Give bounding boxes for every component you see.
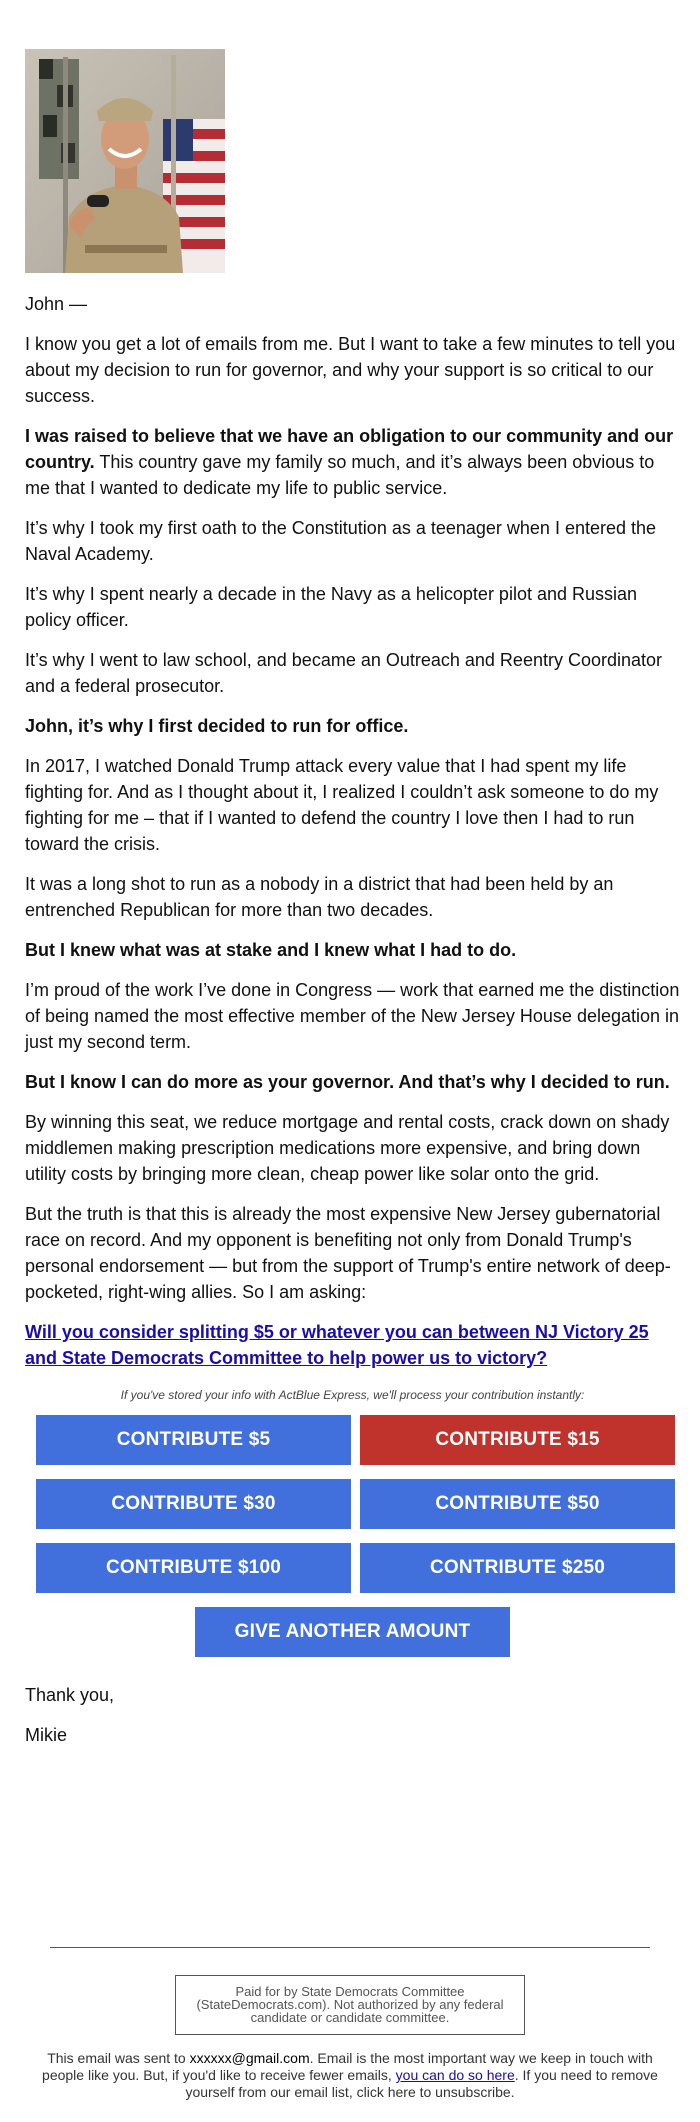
other-amount-row [25,1607,680,1657]
give-another-amount-button[interactable]: GIVE ANOTHER AMOUNT [195,1607,510,1657]
paragraph-intro: I know you get a lot of emails from me. But I want to take a few minutes to tell you about my decision to run for governor, and why your support is so critical to our success. [25,334,676,406]
footer-divider [50,1947,650,1948]
paragraph-long-shot: It was a long shot to run as a nobody in a district that had been held by an entrenched Republican for more than two decades. [25,874,614,920]
paragraph-governor [25,1069,680,1095]
paragraph-obligation-bold: I was raised to believe that we have an obligation to our community and our country. [25,426,674,472]
signature: Mikie [25,1725,68,1745]
paragraph-congress: I’m proud of the work I’ve done in Congress — work that earned me the distinction of being named the most effective member of the New Jersey House delegation in just my second term. [25,980,680,1052]
paragraph-at-stake-bold: But I knew what was at stake and I knew what I had to do. [25,940,517,960]
footer-sent-mid: . Email is the most important way we keep in touch with people like you. But, if you'd like to receive fewer emails, [42,2050,653,2083]
contribute-100-button[interactable]: CONTRIBUTE $100 [36,1543,351,1593]
footer-sent-prefix: This email was sent to [47,2050,190,2066]
contribute-15-button[interactable]: CONTRIBUTE $15 [360,1415,675,1465]
recipient-email: xxxxxx@gmail.com [189,2050,310,2066]
contribute-50-button[interactable]: CONTRIBUTE $50 [360,1479,675,1529]
footer-sent-suffix: . If you need to remove yourself from our email list, click here to unsubscribe. [185,2067,658,2100]
paragraph-naval-academy: It’s why I took my first oath to the Constitution as a teenager when I entered the Naval Academy. [25,518,657,564]
paragraph-winning-seat: By winning this seat, we reduce mortgage and rental costs, crack down on shady middlemen making prescription medications more expensive, and bring down utility costs by bringing more clean, cheap power like solar onto the grid. [25,1112,670,1184]
actblue-express-note: If you've stored your info with ActBlue Express, we'll process your contribution instantly: [120,1388,585,1402]
paragraph-2017: In 2017, I watched Donald Trump attack every value that I had spent my life fighting for. And as I thought about it, I realized I couldn’t ask someone to do my fighting for me – that if I wanted to defend the country I love then I had to run toward the crisis. [25,756,659,854]
fewer-emails-link[interactable]: you can do so here [395,2067,515,2083]
paragraph-run-for-office [25,713,680,739]
contribute-5-button[interactable]: CONTRIBUTE $5 [36,1415,351,1465]
paragraph-run-for-office-bold: John, it’s why I first decided to run for office. [25,716,409,736]
paragraph-navy: It’s why I spent nearly a decade in the Navy as a helicopter pilot and Russian policy officer. [25,584,638,630]
contribute-250-button[interactable]: CONTRIBUTE $250 [360,1543,675,1593]
paragraph-expensive-race: But the truth is that this is already the most expensive New Jersey gubernatorial race on record. And my opponent is benefiting not only from Donald Trump's personal endorsement — but from the support of Trump's entire network of deep-pocketed, right-wing allies. So I am asking: [25,1204,671,1302]
contribute-30-button[interactable]: CONTRIBUTE $30 [36,1479,351,1529]
paragraph-governor-bold: But I know I can do more as your governor. And that’s why I decided to run. [25,1072,670,1092]
signoff: Thank you, [25,1685,115,1705]
paragraph-law-school: It’s why I went to law school, and became an Outreach and Reentry Coordinator and a federal prosecutor. [25,650,663,696]
salutation: John — [25,294,88,314]
paragraph-at-stake [25,937,680,963]
paragraph-obligation [25,423,680,501]
contribute-button-grid [36,1415,676,1593]
paragraph-obligation-rest: This country gave my family so much, and it’s always been obvious to me that I wanted to dedicate my life to public service. [25,452,655,498]
portrait-photo [25,49,225,273]
donate-ask-link[interactable]: Will you consider splitting $5 or whatever you can between NJ Victory 25 and State Democrats Committee to help power us to victory? [25,1322,649,1368]
paid-for-disclaimer: Paid for by State Democrats Committee (StateDemocrats.com). Not authorized by any federal candidate or candidate committee. [175,1975,525,2035]
email-body [25,49,680,1748]
footer-notice [40,2050,660,2101]
